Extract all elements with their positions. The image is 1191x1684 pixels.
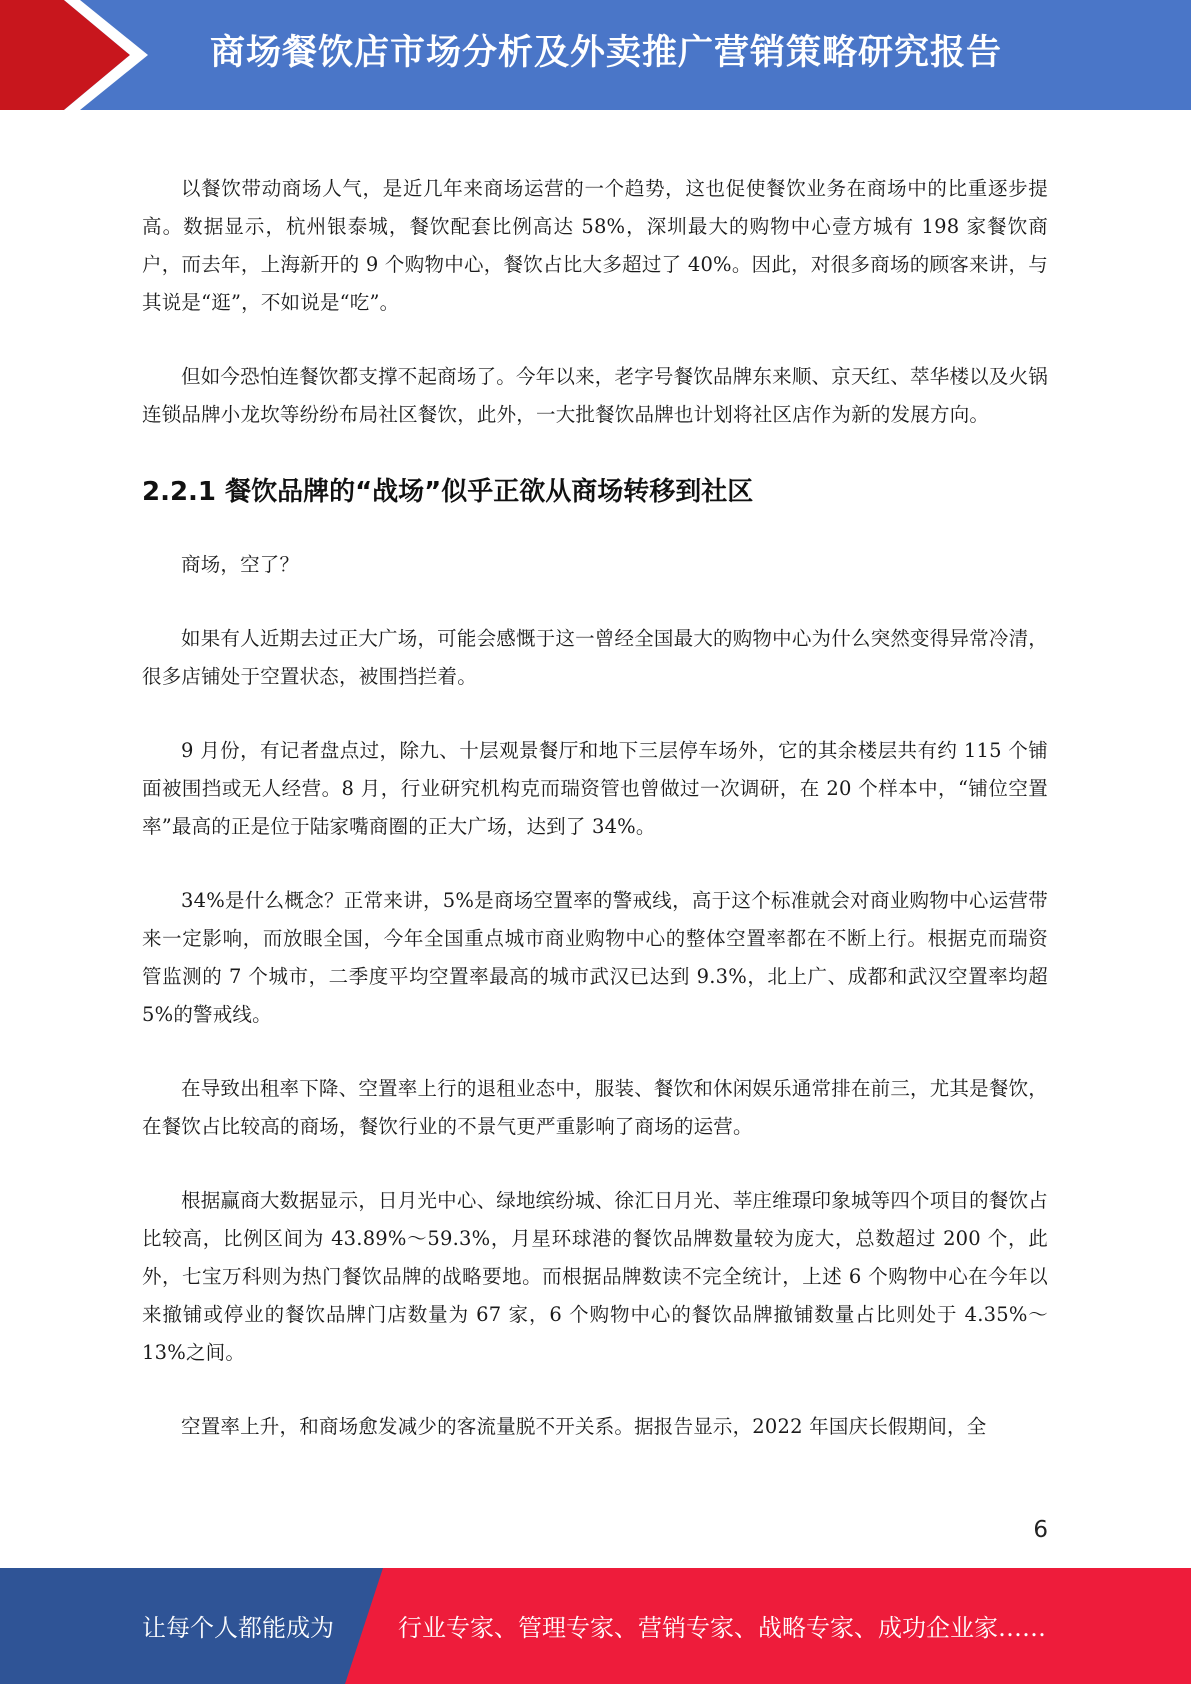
- paragraph: 空置率上升，和商场愈发减少的客流量脱不开关系。据报告显示，2022 年国庆长假期间，全: [181, 1415, 987, 1438]
- paragraph: 根据赢商大数据显示，日月光中心、绿地缤纷城、徐汇日月光、莘庄维璟印象城等四个项目的餐饮占比较高，比例区间为 43.89%～59.3%，月星环球港的餐饮品牌数量较为庞大，总数超过 200 个，此外，七宝万科则为热门餐饮品牌的战略要地。而根据品牌数读不完全统计，上述 6 个购物中心在今年以来撤铺或停业的餐饮品牌门店数量为 67 家，6 个购物中心的餐饮品牌撤铺数量占比则处于 4.35%～13%之间。: [142, 1189, 1048, 1364]
- paragraph: 9 月份，有记者盘点过，除九、十层观景餐厅和地下三层停车场外，它的其余楼层共有约 115 个铺面被围挡或无人经营。8 月，行业研究机构克而瑞资管也曾做过一次调研，在 20 个样本中，“铺位空置率”最高的正是位于陆家嘴商圈的正大广场，达到了 34%。: [142, 739, 1048, 838]
- document-body: [142, 170, 1048, 1482]
- page-footer: [0, 1568, 1191, 1684]
- footer-slogan-right: 行业专家、管理专家、营销专家、战略专家、成功企业家……: [398, 1614, 1046, 1642]
- paragraph: 34%是什么概念？正常来讲，5%是商场空置率的警戒线，高于这个标准就会对商业购物中心运营带来一定影响，而放眼全国，今年全国重点城市商业购物中心的整体空置率都在不断上行。根据克而瑞资管监测的 7 个城市，二季度平均空置率最高的城市武汉已达到 9.3%，北上广、成都和武汉空置率均超 5%的警戒线。: [142, 889, 1048, 1026]
- paragraph: 以餐饮带动商场人气，是近几年来商场运营的一个趋势，这也促使餐饮业务在商场中的比重逐步提高。数据显示，杭州银泰城，餐饮配套比例高达 58%，深圳最大的购物中心壹方城有 198 家餐饮商户，而去年，上海新开的 9 个购物中心，餐饮占比大多超过了 40%。因此，对很多商场的顾客来讲，与其说是“逛”，不如说是“吃”。: [142, 177, 1048, 314]
- footer-slogan-left: 让每个人都能成为: [142, 1614, 334, 1642]
- page-number: 6: [1033, 1517, 1048, 1543]
- paragraph: 在导致出租率下降、空置率上行的退租业态中，服装、餐饮和休闲娱乐通常排在前三，尤其是餐饮，在餐饮占比较高的商场，餐饮行业的不景气更严重影响了商场的运营。: [142, 1077, 1048, 1138]
- report-title: 商场餐饮店市场分析及外卖推广营销策略研究报告: [210, 33, 1003, 73]
- paragraph: 但如今恐怕连餐饮都支撑不起商场了。今年以来，老字号餐饮品牌东来顺、京天红、萃华楼以及火锅连锁品牌小龙坎等纷纷布局社区餐饮，此外，一大批餐饮品牌也计划将社区店作为新的发展方向。: [142, 365, 1048, 426]
- paragraph: 商场，空了？: [181, 553, 300, 576]
- page-header: [0, 0, 1191, 110]
- section-heading: 2.2.1 餐饮品牌的“战场”似乎正欲从商场转移到社区: [142, 477, 754, 507]
- paragraph: 如果有人近期去过正大广场，可能会感慨于这一曾经全国最大的购物中心为什么突然变得异常冷清，很多店铺处于空置状态，被围挡拦着。: [142, 627, 1048, 688]
